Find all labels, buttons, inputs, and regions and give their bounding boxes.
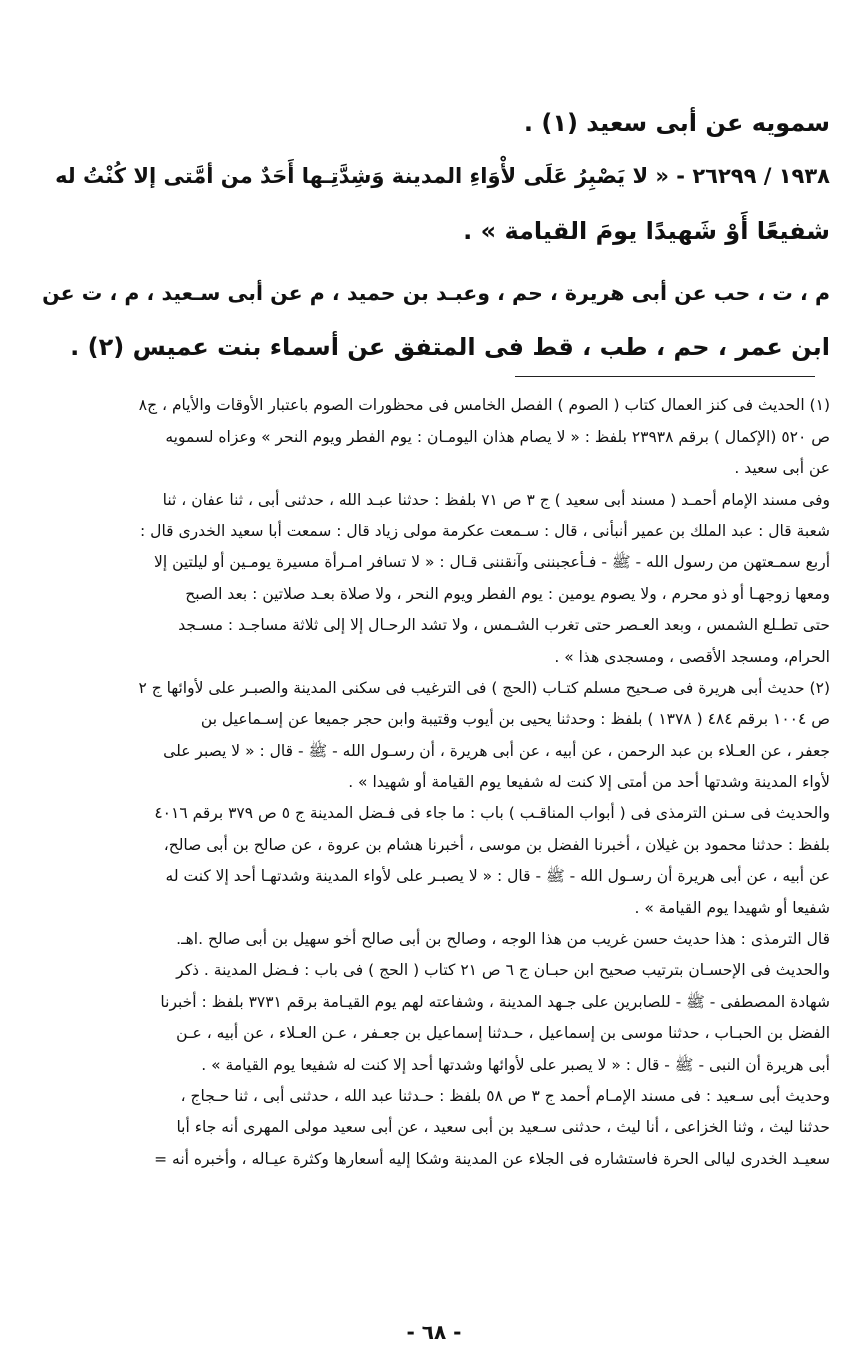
- main-line-4: م ، ت ، حب عن أبى هريرة ، حم ، وعبـد بن حميد ، م عن أبى سـعيد ، م ، ت عن: [42, 280, 830, 305]
- footnote-line: ص ١٠٠٤ برقم ٤٨٤ ( ١٣٧٨ ) بلفظ : وحدثنا يحيى بن أيوب وقتيبة وابن حجر جميعا عن إسـماعيل بن: [200, 710, 830, 729]
- footnote-line: بلفظ : حدثنا محمود بن غيلان ، أخبرنا الفضل بن موسى ، أخبرنا هشام بن عروة ، عن صالح بن أبى صالح،: [163, 835, 830, 854]
- footnote-line: الحرام، ومسجد الأقصى ، ومسجدى هذا » .: [554, 647, 830, 666]
- main-line-2: ١٩٣٨ / ٢٦٢٩٩ - « لا يَصْبِرُ عَلَى لأْوَاءِ المدينة وَشِدَّتِـها أَحَدٌ من أمَّتى إلا كُنْتُ له: [55, 164, 830, 189]
- page-number: - ٦٨ -: [406, 1320, 462, 1344]
- footnote-line: ومعها زوجهـا أو ذو محرم ، ولا يصوم يومين : يوم الفطر ويوم النحر ، ولا صلاة بعـد صلاتين : بعد الصبح: [185, 584, 830, 603]
- footnote-line: حتى تطـلع الشمس ، وبعد العـصر حتى تغرب الشـمس ، ولا تشد الرحـال إلا إلى ثلاثة مساجـد : مسـجد: [178, 616, 830, 635]
- footnote-line: حدثنا ليث ، وثنا الخزاعى ، أنا ليث ، حدثنى سـعيد بن أبى سعيد ، عن أبى سعيد مولى المهرى أنه جاء أبا: [176, 1118, 830, 1137]
- footnote-line: قال الترمذى : هذا حديث حسن غريب من هذا الوجه ، وصالح بن أبى صالح أخو سهيل بن أبى صالح .اهـ.: [176, 930, 830, 949]
- footnote-line: الفضل بن الحبـاب ، حدثنا موسى بن إسماعيل ، حـدثنا إسماعيل بن جعـفر ، عـن العـلاء ، عن أبيه ، عـن: [176, 1024, 830, 1043]
- footnote-line: أربع سمـعتهن من رسول الله - ﷺ - فـأعجبننى وآنقننى قـال : « لا تسافر امـرأة مسيرة يومـين أو ليلتين إلا: [154, 553, 830, 572]
- footnote-line: ص ٥٢٠ (الإكمال ) برقم ٢٣٩٣٨ بلفظ : « لا يصام هذان اليومـان : يوم الفطر ويوم النحر » وعزاه لسمويه: [165, 427, 830, 446]
- footnote-line: (١) الحديث فى كنز العمال كتاب ( الصوم ) الفصل الخامس فى محظورات الصوم باعتبار الأوقات والأيام ، ج٨: [138, 396, 830, 415]
- footnote-line: عن أبيه ، عن أبى هريرة أن رسـول الله - ﷺ - قال : « لا يصبـر على لأواء المدينة وشدتهـا أحد إلا كنت له: [165, 867, 830, 886]
- footnote-line: والحديث فى الإحسـان بترتيب صحيح ابن حبـان ج ٦ ص ٢١ كتاب ( الحج ) فى باب : فـضل المدينة . ذكر: [176, 961, 830, 980]
- footnote-line: والحديث فى سـنن الترمذى فى ( أبواب المناقـب ) باب : ما جاء فى فـضل المدينة ج ٥ ص ٣٧٩ برقم ٤٠١٦: [154, 804, 830, 823]
- footnote-line: جعفر ، عن العـلاء بن عبد الرحمن ، عن أبيه ، عن أبى هريرة ، أن رسـول الله - ﷺ - قال : « لا يصبر على: [163, 741, 830, 760]
- footnote-line: شهادة المصطفى - ﷺ - للصابرين على جـهد المدينة ، وشفاعته لهم يوم القيـامة برقم ٣٧٣١ بلفظ : أخبرنا: [160, 992, 830, 1011]
- footnote-line: سعيـد الخدرى ليالى الحرة فاستشاره فى الجلاء عن المدينة وشكا إليه أسعارها وكثرة عيـاله ، وأخبره أنه =: [154, 1149, 830, 1168]
- main-line-3: شفيعًا أَوْ شَهيدًا يومَ القيامة » .: [463, 216, 830, 245]
- main-line-5: ابن عمر ، حم ، طب ، قط فى المتفق عن أسماء بنت عميس (٢) .: [70, 332, 830, 361]
- main-line-1: سمويه عن أبى سعيد (١) .: [523, 108, 830, 137]
- footnote-line: شعبة قال : عبد الملك بن عمير أنبأنى ، قال : سـمعت عكرمة مولى زياد قال : سمعت أبا سعيد الخدرى قال :: [140, 521, 830, 540]
- footnote-line: عن أبى سعيد .: [734, 459, 830, 478]
- main-text: [40, 96, 830, 374]
- footnote-separator: [515, 376, 815, 377]
- footnotes: [40, 390, 830, 1175]
- footnote-line: (٢) حديث أبى هريرة فى صـحيح مسلم كتـاب (الحج ) فى الترغيب فى سكنى المدينة والصبـر على لأوائها ج ٢: [138, 678, 830, 697]
- footnote-line: وحديث أبى سـعيد : فى مسند الإمـام أحمد ج ٣ ص ٥٨ بلفظ : حـدثنا عبد الله ، حدثنى أبى ، ثنا حـجاج ،: [180, 1086, 830, 1105]
- footnote-line: لأواء المدينة وشدتها أحد من أمتى إلا كنت له شفيعا يوم القيامة أو شهيدا » .: [348, 773, 830, 792]
- footnote-line: أبى هريرة أن النبى - ﷺ - قال : « لا يصبر على لأوائها وشدتها أحد إلا كنت له شفيعا يوم القيامة » .: [201, 1055, 830, 1074]
- footnote-line: شفيعا أو شهيدا يوم القيامة » .: [634, 898, 830, 917]
- footnote-line: وفى مسند الإمام أحمـد ( مسند أبى سعيد ) ج ٣ ص ٧١ بلفظ : حدثنا عبـد الله ، حدثنى أبى ، ثنا عفان ، ثنا: [162, 490, 830, 509]
